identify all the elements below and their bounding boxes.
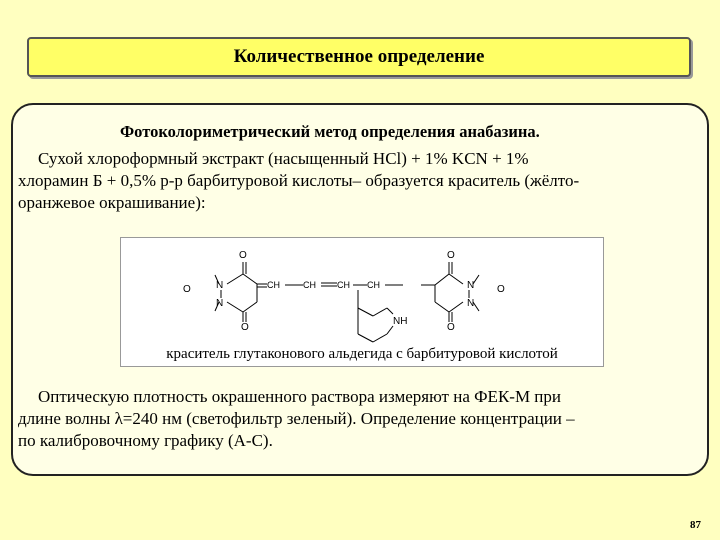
paragraph-line: Сухой хлороформный экстракт (насыщенный HCl) + 1% KCN + 1% bbox=[38, 149, 529, 168]
title-banner bbox=[27, 37, 691, 77]
atom-label: N bbox=[467, 298, 475, 309]
atom-label: N bbox=[467, 280, 475, 291]
atom-label: O bbox=[239, 250, 247, 261]
atom-label: CH bbox=[337, 280, 350, 290]
measurement-paragraph bbox=[18, 386, 698, 452]
atom-label: CH bbox=[303, 280, 316, 290]
atom-label: O bbox=[447, 250, 455, 261]
atom-label: O bbox=[241, 322, 249, 333]
paragraph-line: длине волны λ=240 нм (светофильтр зеленый). Определение концентрации – bbox=[18, 409, 575, 428]
paragraph-line: хлорамин Б + 0,5% р-р барбитуровой кислоты– образуется краситель (жёлто- bbox=[18, 171, 580, 190]
atom-label: N bbox=[216, 298, 224, 309]
reaction-paragraph bbox=[18, 148, 698, 214]
atom-label: CH bbox=[367, 280, 380, 290]
paragraph-line: оранжевое окрашивание): bbox=[18, 193, 206, 212]
atom-label: O bbox=[447, 322, 455, 333]
atom-label: O bbox=[497, 284, 505, 295]
paragraph-line: Оптическую плотность окрашенного раствора измеряют на ФЕК-М при bbox=[38, 387, 561, 406]
structure-figure bbox=[120, 237, 604, 367]
atom-label: CH bbox=[267, 280, 280, 290]
page-number: 87 bbox=[690, 519, 701, 531]
figure-caption: краситель глутаконового альдегида с барбитуровой кислотой bbox=[166, 346, 558, 362]
slide-title: Количественное определение bbox=[233, 46, 485, 67]
atom-label: N bbox=[216, 280, 224, 291]
paragraph-line: по калибровочному графику (А-С). bbox=[18, 431, 273, 450]
method-heading: Фотоколориметрический метод определения анабазина. bbox=[120, 122, 540, 141]
atom-label: NH bbox=[393, 316, 408, 327]
atom-label: O bbox=[183, 284, 191, 295]
